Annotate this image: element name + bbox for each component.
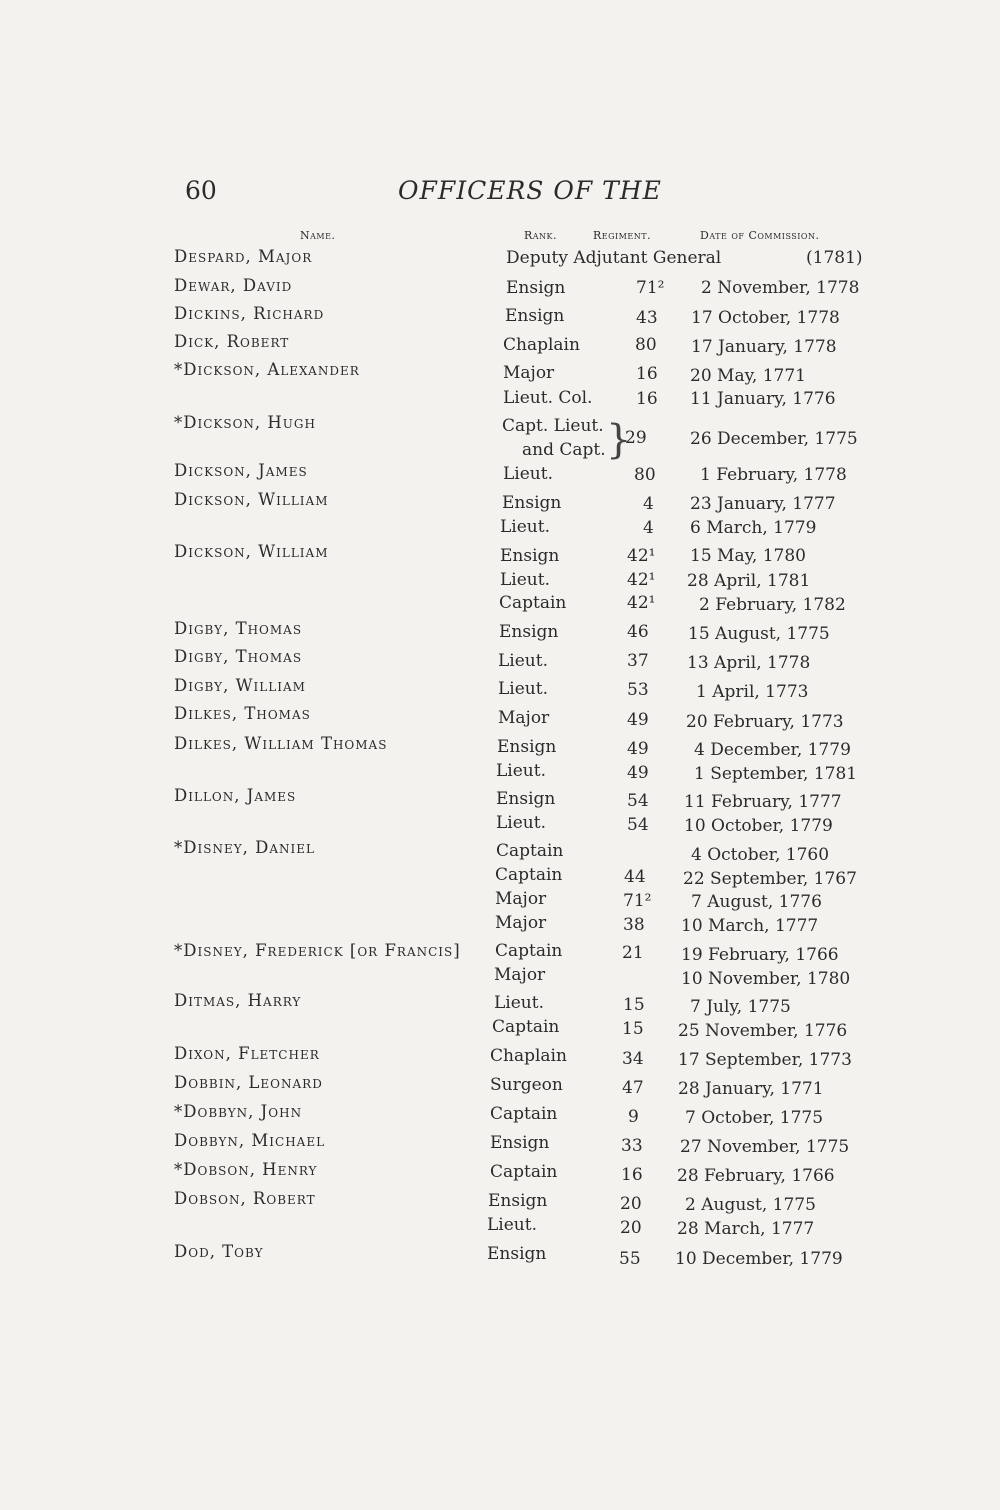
date: 11 January, 1776 xyxy=(690,389,836,409)
date: 22 September, 1767 xyxy=(683,869,857,889)
date: 26 December, 1775 xyxy=(690,429,858,449)
date: 7 October, 1775 xyxy=(685,1108,824,1128)
officer-name: Dobson, Robert xyxy=(174,1189,316,1208)
regiment: 16 xyxy=(636,364,658,384)
rank: Major xyxy=(495,889,547,909)
date: 27 November, 1775 xyxy=(680,1137,850,1157)
officer-name: Dickson, William xyxy=(174,490,329,509)
rank: Ensign xyxy=(506,278,566,298)
regiment: 37 xyxy=(627,651,649,671)
header-regiment: Regiment. xyxy=(593,229,652,242)
regiment: 55 xyxy=(619,1249,641,1269)
regiment: 4 xyxy=(643,518,654,538)
rank: Ensign xyxy=(505,306,565,326)
date: 28 March, 1777 xyxy=(677,1219,815,1239)
rank: Lieut. xyxy=(487,1215,537,1235)
officer-name: Digby, Thomas xyxy=(174,647,303,666)
date: (1781) xyxy=(806,248,863,268)
date: 19 February, 1766 xyxy=(681,945,839,965)
date: 15 May, 1780 xyxy=(690,546,806,566)
officer-name: Dick, Robert xyxy=(174,332,290,351)
regiment: 71² xyxy=(636,278,665,298)
date: 15 August, 1775 xyxy=(688,624,830,644)
regiment: 53 xyxy=(627,680,649,700)
date: 1 February, 1778 xyxy=(700,465,847,485)
regiment: 42¹ xyxy=(627,546,656,566)
regiment: 16 xyxy=(636,389,658,409)
rank: and Capt. xyxy=(522,440,606,460)
regiment: 20 xyxy=(620,1218,642,1238)
regiment: 42¹ xyxy=(627,593,656,613)
header-name: Name. xyxy=(300,229,336,242)
rank: Major xyxy=(495,913,547,933)
rank: Lieut. xyxy=(498,679,548,699)
running-title: OFFICERS OF THE xyxy=(398,176,662,205)
rank: Major xyxy=(498,708,550,728)
date: 10 October, 1779 xyxy=(684,816,833,836)
header-rank: Rank. xyxy=(524,229,558,242)
date: 2 February, 1782 xyxy=(699,595,846,615)
rank: Ensign xyxy=(487,1244,547,1264)
officer-name: Dickson, James xyxy=(174,461,308,480)
officer-name: Dobbin, Leonard xyxy=(174,1073,323,1092)
date: 20 February, 1773 xyxy=(686,712,844,732)
officer-name: Dilkes, Thomas xyxy=(174,704,311,723)
date: 7 July, 1775 xyxy=(690,997,791,1017)
date: 25 November, 1776 xyxy=(678,1021,848,1041)
rank: Chaplain xyxy=(503,335,580,355)
rank: Chaplain xyxy=(490,1046,567,1066)
date: 7 August, 1776 xyxy=(691,892,822,912)
regiment: 20 xyxy=(620,1194,642,1214)
rank: Capt. Lieut. xyxy=(502,416,604,436)
officer-name: Ditmas, Harry xyxy=(174,991,302,1010)
officer-name: Digby, Thomas xyxy=(174,619,303,638)
brace-glyph: } xyxy=(606,417,632,463)
regiment: 16 xyxy=(621,1165,643,1185)
date: 17 January, 1778 xyxy=(691,337,837,357)
regiment: 43 xyxy=(636,308,658,328)
rank: Captain xyxy=(496,841,564,861)
rank: Lieut. xyxy=(498,651,548,671)
officer-name: Dickins, Richard xyxy=(174,304,325,323)
regiment: 49 xyxy=(627,710,649,730)
regiment: 21 xyxy=(622,943,644,963)
rank: Ensign xyxy=(490,1133,550,1153)
regiment: 49 xyxy=(627,739,649,759)
rank: Lieut. xyxy=(496,813,546,833)
officer-name: Dilkes, William Thomas xyxy=(174,734,388,753)
rank: Ensign xyxy=(488,1191,548,1211)
date: 28 April, 1781 xyxy=(687,571,811,591)
rank: Major xyxy=(494,965,546,985)
regiment: 80 xyxy=(634,465,656,485)
date: 4 October, 1760 xyxy=(691,845,830,865)
date: 4 December, 1779 xyxy=(694,740,851,760)
officer-name: *Dobson, Henry xyxy=(174,1160,318,1179)
rank: Surgeon xyxy=(490,1075,563,1095)
date: 2 August, 1775 xyxy=(685,1195,816,1215)
regiment: 49 xyxy=(627,763,649,783)
regiment: 4 xyxy=(643,494,654,514)
page-number: 60 xyxy=(185,176,217,205)
officer-name: *Dickson, Hugh xyxy=(174,413,316,432)
regiment: 47 xyxy=(622,1078,644,1098)
rank: Captain xyxy=(492,1017,560,1037)
date: 1 September, 1781 xyxy=(694,764,858,784)
officer-name: Dod, Toby xyxy=(174,1242,264,1261)
rank: Captain xyxy=(495,865,563,885)
regiment: 38 xyxy=(623,915,645,935)
rank: Ensign xyxy=(499,622,559,642)
rank: Lieut. xyxy=(496,761,546,781)
date: 10 December, 1779 xyxy=(675,1249,843,1269)
date: 10 March, 1777 xyxy=(681,916,819,936)
regiment: 80 xyxy=(635,335,657,355)
regiment: 9 xyxy=(628,1107,639,1127)
officer-name: *Dobbyn, John xyxy=(174,1102,303,1121)
regiment: 34 xyxy=(622,1049,644,1069)
rank: Lieut. xyxy=(494,993,544,1013)
regiment: 42¹ xyxy=(627,570,656,590)
date: 20 May, 1771 xyxy=(690,366,806,386)
rank: Captain xyxy=(490,1162,558,1182)
rank: Ensign xyxy=(496,789,556,809)
header-date: Date of Commission. xyxy=(700,229,820,242)
date: 10 November, 1780 xyxy=(681,969,851,989)
regiment: 46 xyxy=(627,622,649,642)
date: 17 October, 1778 xyxy=(691,308,840,328)
rank: Deputy Adjutant General xyxy=(506,248,722,268)
date: 28 February, 1766 xyxy=(677,1166,835,1186)
rank: Lieut. xyxy=(500,570,550,590)
date: 1 April, 1773 xyxy=(696,682,809,702)
officer-name: Digby, William xyxy=(174,676,306,695)
regiment: 15 xyxy=(622,1019,644,1039)
date: 28 January, 1771 xyxy=(678,1079,824,1099)
date: 13 April, 1778 xyxy=(687,653,811,673)
rank: Ensign xyxy=(500,546,560,566)
regiment: 54 xyxy=(627,815,649,835)
rank: Ensign xyxy=(497,737,557,757)
officer-name: Dixon, Fletcher xyxy=(174,1044,320,1063)
officer-name: *Disney, Frederick [or Francis] xyxy=(174,941,461,960)
rank: Captain xyxy=(499,593,567,613)
date: 6 March, 1779 xyxy=(690,518,817,538)
regiment: 54 xyxy=(627,791,649,811)
rank: Lieut. xyxy=(503,464,553,484)
date: 23 January, 1777 xyxy=(690,494,836,514)
regiment: 29 xyxy=(625,428,647,448)
regiment: 71² xyxy=(623,891,652,911)
officer-name: Dewar, David xyxy=(174,276,293,295)
rank: Captain xyxy=(490,1104,558,1124)
rank: Ensign xyxy=(502,493,562,513)
date: 17 September, 1773 xyxy=(678,1050,852,1070)
date: 2 November, 1778 xyxy=(701,278,860,298)
rank: Lieut. xyxy=(500,517,550,537)
regiment: 44 xyxy=(624,867,646,887)
officer-name: Dobbyn, Michael xyxy=(174,1131,326,1150)
officer-name: *Dickson, Alexander xyxy=(174,360,360,379)
rank: Lieut. Col. xyxy=(503,388,593,408)
officer-name: Dillon, James xyxy=(174,786,297,805)
regiment: 33 xyxy=(621,1136,643,1156)
officer-name: Despard, Major xyxy=(174,247,313,266)
regiment: 15 xyxy=(623,995,645,1015)
rank: Major xyxy=(503,363,555,383)
date: 11 February, 1777 xyxy=(684,792,842,812)
officer-name: Dickson, William xyxy=(174,542,329,561)
officer-name: *Disney, Daniel xyxy=(174,838,315,857)
rank: Captain xyxy=(495,941,563,961)
